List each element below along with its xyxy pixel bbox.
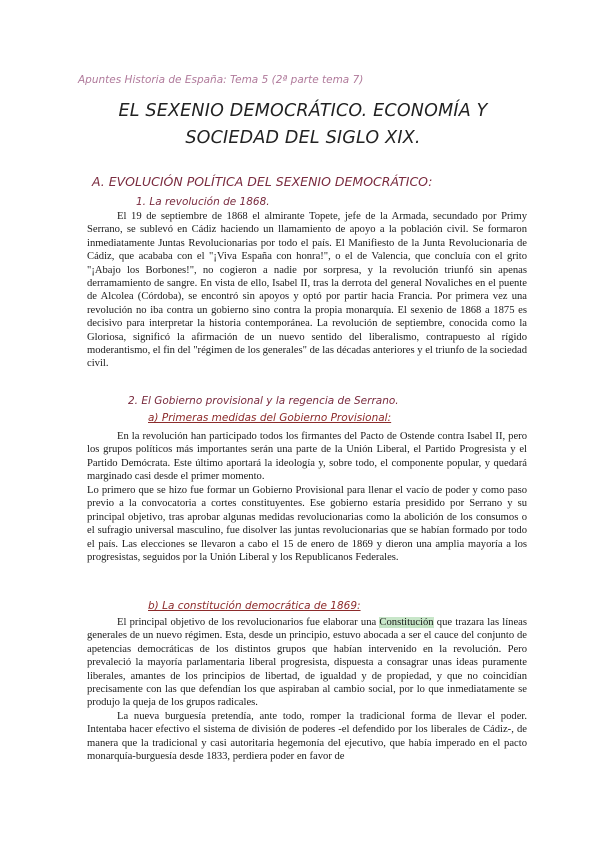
paragraph-4-text-a: El principal objetivo de los revolucionarios fue elaborar una [117,617,380,628]
section-a-heading: A. EVOLUCIÓN POLÍTICA DEL SEXENIO DEMOCRÁTICO: [92,174,433,189]
paragraph-4 [87,616,527,710]
paragraph-4-text-b: que trazara las líneas generales de un nuevo régimen. Esta, desde un principio, estuvo abocada a ser el cauce del conjunto de apetencias democráticas de los distintos grupos que habían intervenido en la revolución. Pero prevaleció la mayoría parlamentaria liberal progresista, dispuesta a consagrar unas ideas puramente liberales, amantes de los principios de libertad, de igualdad y de propiedad, y que no coincidían precisamente con las que defendían los que aspiraban al cambio social, por lo que inmediatamente se produjo la queja de los grupos radicales. [87,617,527,709]
page-header: Apuntes Historia de España: Tema 5 (2ª parte tema 7) [78,74,364,86]
paragraph-2: En la revolución han participado todos los firmantes del Pacto de Ostende contra Isabel II, pero los grupos políticos más importantes serán una parte de la Unión Liberal, el Partido Progresista y el Partido Demócrata. Este último aportará la ideología y, sobre todo, el componente popular, y quedará marginado casi desde el primer momento. [87,431,527,483]
document-title: EL SEXENIO DEMOCRÁTICO. ECONOMÍA Y SOCIEDAD DEL SIGLO XIX. [118,101,488,148]
subsection-2b-heading: b) La constitución democrática de 1869: [148,600,361,612]
subsection-1-heading: 1. La revolución de 1868. [136,196,270,208]
subsection-2a-heading: a) Primeras medidas del Gobierno Provisional: [148,412,392,424]
subsection-2-heading: 2. El Gobierno provisional y la regencia de Serrano. [128,395,399,407]
paragraph-1: El 19 de septiembre de 1868 el almirante Topete, jefe de la Armada, secundado por Primy Serrano, se sublevó en Cádiz haciendo un llamamiento de apoyo a la población civil. Se formaron inmediatamente Juntas Revolucionarias por todo el país. El Manifiesto de la Junta Revolucionaria de Cádiz, que acababa con el "¡Viva España con honra!", o el de Valencia, que concluía con el grito "¡Abajo los Borbones!", no cogieron a nadie por sorpresa, y la revolución triunfó sin apenas derramamiento de sangre. En vista de ello, Isabel II, tras la derrota del general Novaliches en el puente de Alcolea (Córdoba), se encontró sin apoyos y optó por partir hacia Francia. Por primera vez una revolución no iba contra un gobierno sino contra la propia monarquía. El sexenio de 1868 a 1875 es decisivo para interpretar la historia contemporánea. La revolución de septiembre, conocida como la Gloriosa, significó la afirmación de un nuevo sentido del liberalismo, contrapuesto al rígido moderantismo, el fin del "régimen de los generales" de las décadas anteriores y el triunfo de la sociedad civil. [87,211,527,370]
paragraph-3: Lo primero que se hizo fue formar un Gobierno Provisional para llenar el vacío de poder y como paso previo a la convocatoria a cortes constituyentes. Ese gobierno estaría presidido por Serrano y su principal objetivo, tras aprobar algunas medidas revolucionarias como la abolición de los consumos o el sufragio universal masculino, fue disolver las juntas revolucionarias que se habían formado por todo el país. Las elecciones se llevaron a cabo el 15 de enero de 1869 y dieron una amplia mayoría a los progresistas, seguidos por la Unión Liberal y los Republicanos Federales. [87,485,527,564]
highlighted-word: Constitución [379,617,434,628]
paragraph-5: La nueva burguesía pretendía, ante todo, romper la tradicional forma de llevar el poder. Intentaba hacer efectivo el sistema de división de poderes -el defendido por los liberales de Cádiz-, de manera que la tradicional y casi autoritaria hegemonía del ejecutivo, que había imperado en el pacto monarquía-burguesía desde 1833, perdiera poder en favor de [87,711,527,763]
